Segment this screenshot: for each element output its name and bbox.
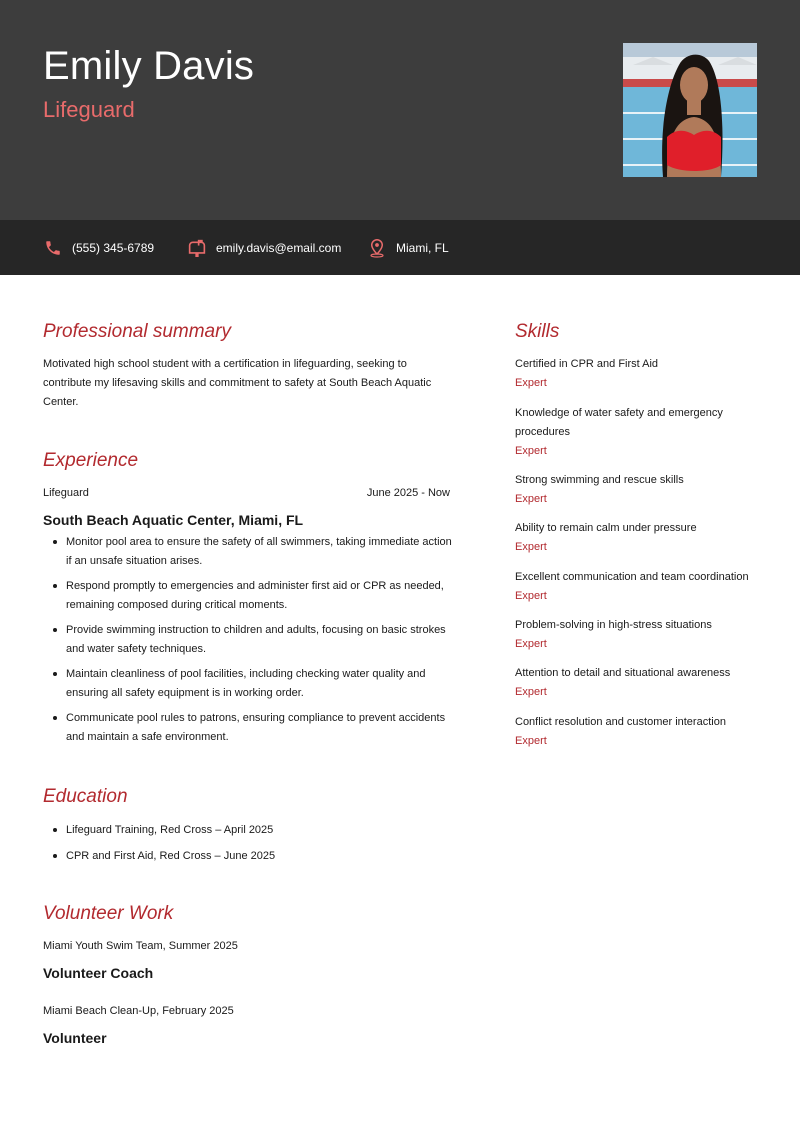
contact-location[interactable] [367,220,449,275]
experience-bullets [43,533,458,747]
phone-text: (555) 345-6789 [72,240,155,255]
volunteer-role: Volunteer Coach [43,965,154,981]
skill-item [515,616,765,654]
skill-name: Problem-solving in high-stress situations [515,619,712,631]
skills-title: Skills [515,321,560,342]
skill-level: Expert [515,638,547,650]
skill-level: Expert [515,445,547,457]
volunteer-role: Volunteer [43,1030,107,1046]
email-text: emily.davis@email.com [216,240,342,255]
skill-name: Ability to remain calm under pressure [515,522,697,534]
contact-email[interactable] [187,220,341,275]
profile-photo [623,43,757,177]
skill-name: Knowledge of water safety and emergency procedures [515,407,723,438]
skill-name: Conflict resolution and customer interaction [515,716,726,728]
summary-text: Motivated high school student with a certification in lifeguarding, seeking to contribute my lifesaving skills and commitment to safety at South Beach Aquatic Center. [43,358,432,408]
skill-item [515,713,765,751]
mailbox-icon [187,238,207,258]
education-title: Education [43,786,128,807]
skill-item [515,519,765,557]
list-item: Monitor pool area to ensure the safety of all swimmers, taking immediate action if an unsafe situation arises. [43,533,458,571]
volunteer-org: Miami Beach Clean-Up, February 2025 [43,1005,234,1017]
volunteer-title: Volunteer Work [43,903,174,924]
skill-item [515,568,775,606]
experience-title: Experience [43,450,139,471]
skill-name: Excellent communication and team coordination [515,571,749,583]
location-pin-icon [367,238,387,258]
list-item: Communicate pool rules to patrons, ensuring compliance to prevent accidents and maintain a safe environment. [43,709,458,747]
skill-level: Expert [515,686,547,698]
skill-item [515,664,765,702]
skill-name: Strong swimming and rescue skills [515,474,684,486]
list-item: Provide swimming instruction to children and adults, focusing on basic strokes and water safety techniques. [43,621,458,659]
contact-bar [0,220,800,275]
skill-item [515,471,765,509]
skill-item [515,355,765,393]
experience-role: Lifeguard [43,487,89,499]
phone-icon [43,238,63,258]
contact-phone[interactable] [43,220,154,275]
list-item: CPR and First Aid, Red Cross – June 2025 [43,847,458,866]
experience-company: South Beach Aquatic Center, Miami, FL [43,512,304,528]
list-item: Lifeguard Training, Red Cross – April 2025 [43,821,458,840]
volunteer-org: Miami Youth Swim Team, Summer 2025 [43,940,238,952]
candidate-name: Emily Davis [43,44,255,88]
experience-dates: June 2025 - Now [366,487,450,499]
skill-item [515,404,765,461]
education-list [43,821,458,866]
skill-level: Expert [515,541,547,553]
candidate-role: Lifeguard [43,97,135,122]
resume-header [0,0,800,220]
skill-level: Expert [515,377,547,389]
location-text: Miami, FL [396,240,449,255]
summary-title: Professional summary [43,321,231,342]
skill-level: Expert [515,590,547,602]
list-item: Maintain cleanliness of pool facilities, including checking water quality and ensuring all safety equipment is in working order. [43,665,458,703]
skill-level: Expert [515,493,547,505]
skill-name: Certified in CPR and First Aid [515,358,659,370]
skill-name: Attention to detail and situational awareness [515,667,731,679]
list-item: Respond promptly to emergencies and administer first aid or CPR as needed, remaining composed during critical moments. [43,577,458,615]
skill-level: Expert [515,735,547,747]
